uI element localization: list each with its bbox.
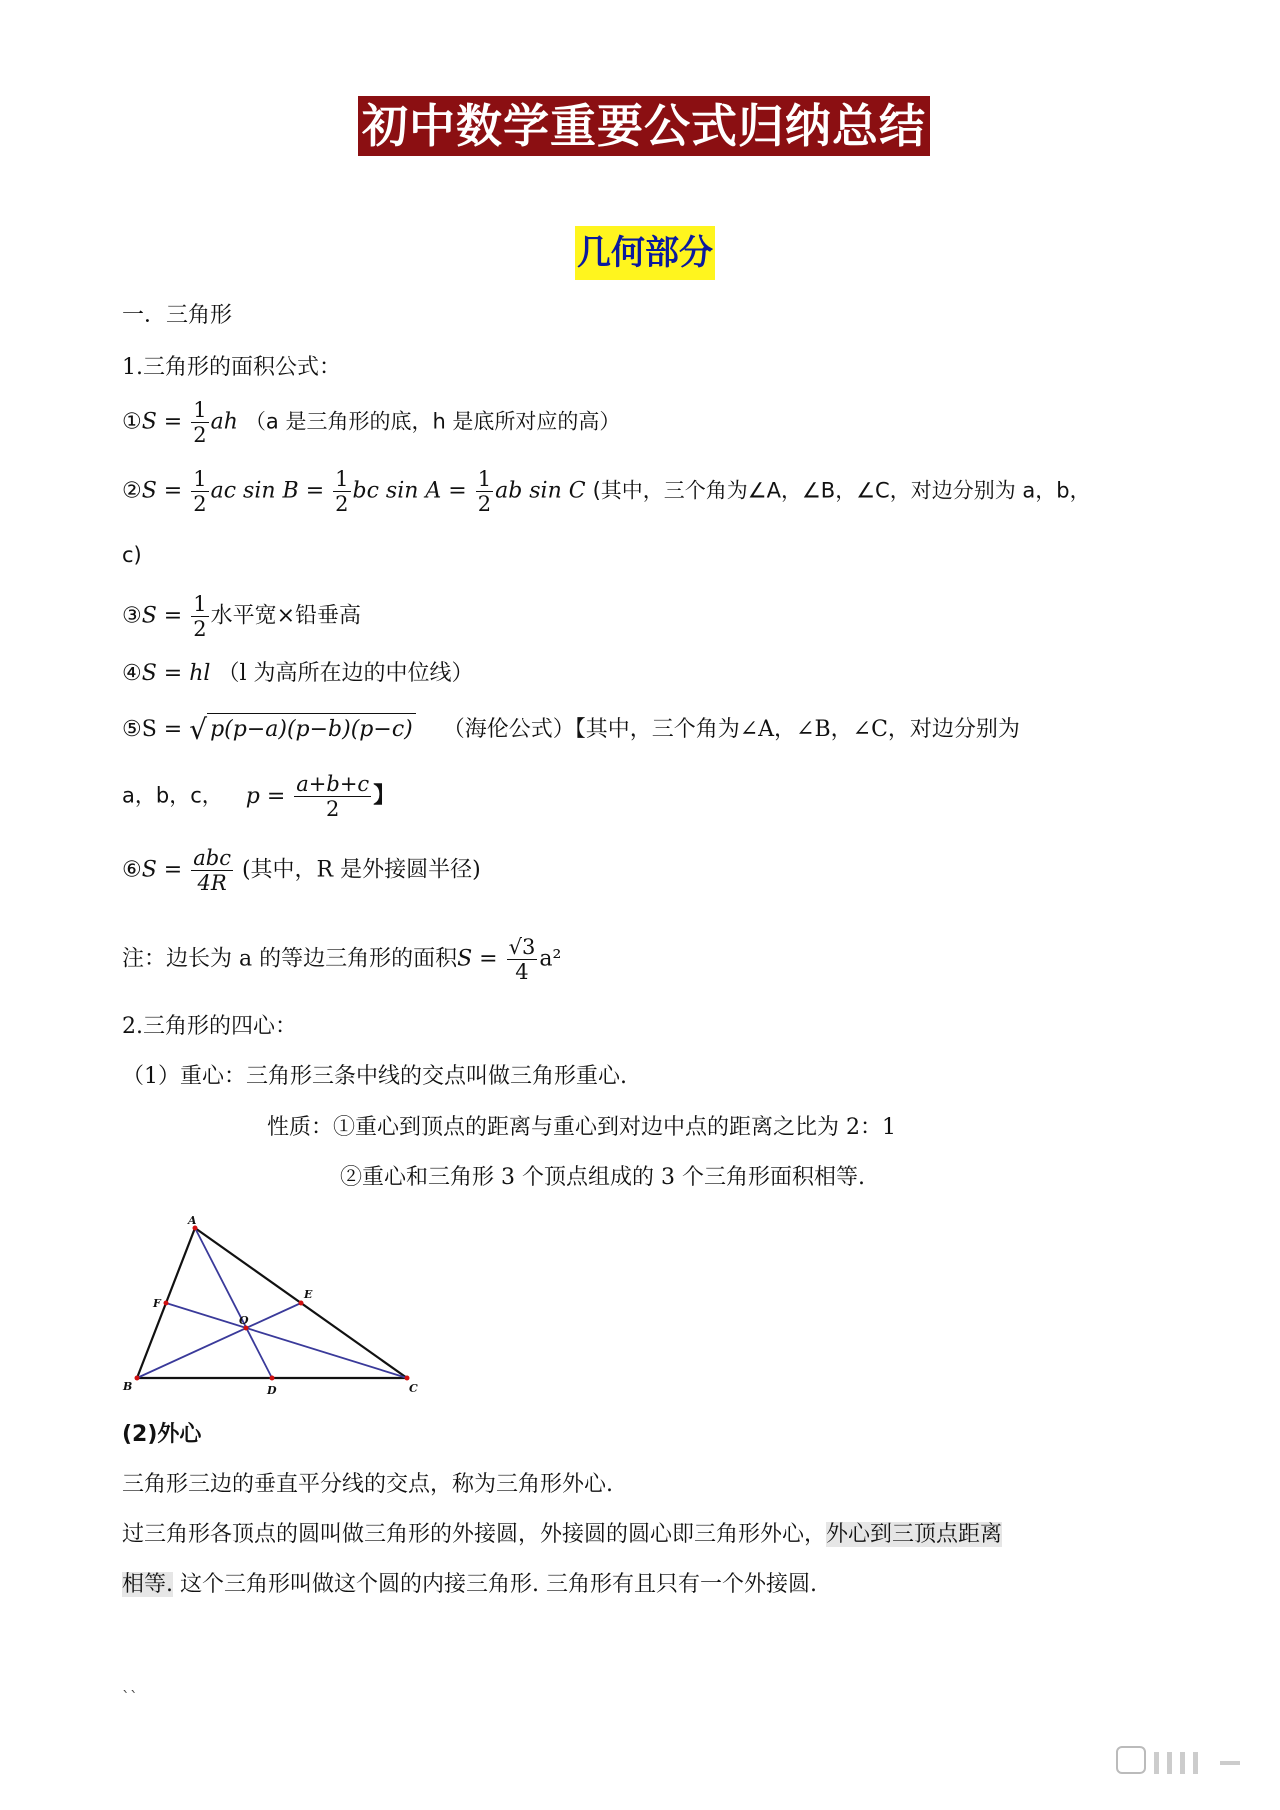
circumcenter-paragraph-2: 相等. 这个三角形叫做这个圆的内接三角形. 三角形有且只有一个外接圆. [122, 1572, 817, 1597]
highlighted-text: 外心到三顶点距离 [826, 1522, 1003, 1547]
stray-quote-marks: `` [122, 1688, 138, 1707]
area-formula-heading: 1.三角形的面积公式： [122, 355, 341, 380]
page-title: 初中数学重要公式归纳总结 [358, 96, 930, 156]
formula-2: ②S = $\frac{1}{2}$ ac sin B = $\frac{1}{2}$ bc sin A = $\frac{1}{2}$ ab sin C (其中，三个角为∠A，∠B，∠C，对边分别为 a，b， [122, 467, 1091, 516]
label-D: D [267, 1384, 277, 1397]
section-subtitle: 几何部分 [575, 226, 715, 280]
centroid-definition: （1）重心：三角形三条中线的交点叫做三角形重心. [122, 1064, 627, 1089]
formula-5: ⑤S = √ p(p−a)(p−b)(p−c) （海伦公式）【其中，三个角为∠A，∠B，∠C，对边分别为 [122, 713, 1020, 746]
sqrt-expression: √ p(p−a)(p−b)(p−c) [189, 713, 416, 747]
key-points [135, 1226, 410, 1381]
circumcenter-definition: 三角形三边的垂直平分线的交点，称为三角形外心. [122, 1472, 613, 1497]
formula-5-cont: a，b，c， p = $\frac{a+b+c}{2}$ 】 [122, 772, 396, 821]
centroid-property-1: 性质：①重心到顶点的距离与重心到对边中点的距离之比为 2：1 [267, 1115, 896, 1140]
triangle-outline [137, 1228, 407, 1378]
label-E: E [304, 1288, 313, 1301]
label-O: O [239, 1314, 249, 1327]
watermark-bars [1116, 1746, 1240, 1774]
four-centers-heading: 2.三角形的四心： [122, 1014, 297, 1039]
label-A: A [188, 1214, 197, 1227]
formula-4: ④S = hl （l 为高所在边的中位线） [122, 661, 474, 686]
circumcenter-heading: (2)外心 [122, 1422, 202, 1447]
centroid-triangle-diagram [115, 1210, 425, 1400]
label-B: B [123, 1380, 133, 1393]
formula-3: ③S = $\frac{1}{2}$ 水平宽×铅垂高 [122, 592, 362, 641]
equilateral-note: 注：边长为 a 的等边三角形的面积S = $\frac{√3}{4}$ a² [122, 935, 562, 984]
formula-1: ①S = $\frac{1}{2}$ ah （a 是三角形的底，h 是底所对应的高） [122, 398, 621, 447]
circumcenter-paragraph-1: 过三角形各顶点的圆叫做三角形的外接圆，外接圆的圆心即三角形外心，外心到三顶点距离 [122, 1522, 1003, 1547]
formula-6: ⑥S = $\frac{\text{abc}}{4R}$ (其中，R 是外接圆半径) [122, 846, 481, 895]
highlighted-text: 相等. [122, 1572, 173, 1597]
median-lines [137, 1228, 407, 1378]
label-F: F [153, 1297, 161, 1310]
label-C: C [409, 1382, 418, 1395]
section-heading-triangle: 一．三角形 [122, 303, 233, 328]
formula-2-note-cont: c) [122, 543, 142, 567]
centroid-property-2: ②重心和三角形 3 个顶点组成的 3 个三角形面积相等. [340, 1165, 865, 1190]
